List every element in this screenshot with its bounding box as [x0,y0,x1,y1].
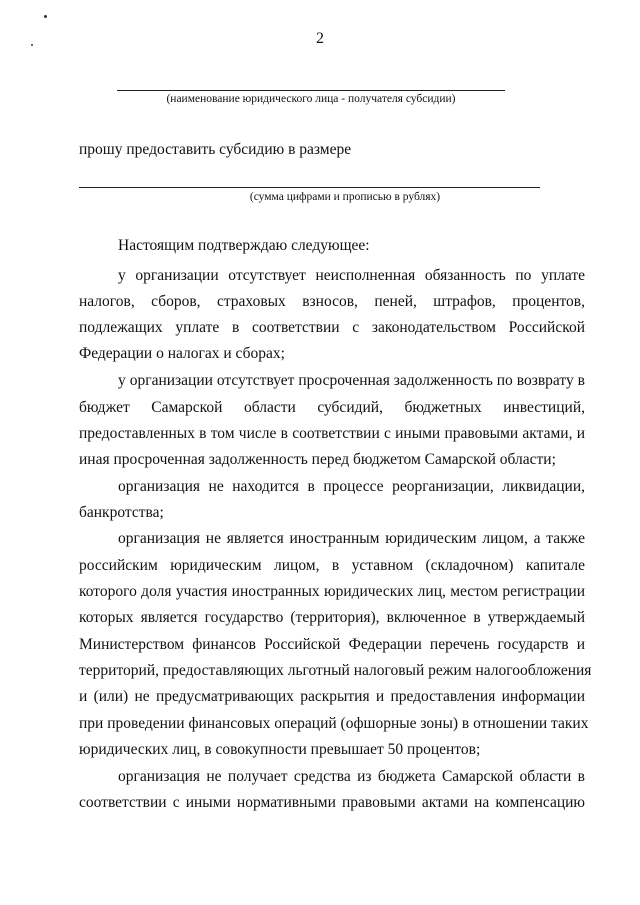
paragraph-line: у организации отсутствует неисполненная обязанность по уплате [118,267,585,284]
paragraph-line: организация не находится в процессе реорганизации, ликвидации, [118,478,585,495]
paragraph-line: территорий, предоставляющих льготный налоговый режим налогообложения [79,662,592,679]
amount-line [79,187,540,188]
paragraph-line: банкротства; [79,504,164,521]
confirmation-heading: Настоящим подтверждаю следующее: [118,237,370,254]
paragraph-line: подлежащих уплате в соответствии с законодательством Российской [79,319,585,336]
paragraph-line: предоставленных в том числе в соответствии с иными правовыми актами, и [79,425,585,442]
paragraph-line: соответствии с иными нормативными правовыми актами на компенсацию [79,794,585,811]
paragraph-line: организация не является иностранным юридическим лицом, а также [118,530,585,547]
paragraph-line: которого доля участия иностранных юридических лиц, местом регистрации [79,583,585,600]
paragraph-line: иная просроченная задолженность перед бюджетом Самарской области; [79,451,556,468]
paragraph-line: бюджет Самарской области субсидий, бюджетных инвестиций, [79,399,585,416]
paragraph-line: организация не получает средства из бюджета Самарской области в [118,768,585,785]
recipient-name-caption: (наименование юридического лица - получателя субсидии) [166,93,456,105]
paragraph-line: российским юридическим лицом, в уставном (складочном) капитале [79,557,585,574]
paragraph-line: у организации отсутствует просроченная задолженность по возврату в [118,372,585,389]
scan-speck [44,15,47,18]
paragraph-line: юридических лиц, в совокупности превышает 50 процентов; [79,741,481,758]
request-line: прошу предоставить субсидию в размере [79,141,352,158]
paragraph-line: налогов, сборов, страховых взносов, пеней, штрафов, процентов, [79,293,585,310]
paragraph-line: Министерством финансов Российской Федерации перечень государств и [79,636,585,653]
recipient-name-line [117,90,505,91]
paragraph-line: и (или) не предусматривающих раскрытия и предоставления информации [79,688,585,705]
paragraph-line: которых является государство (территория), включенное в утверждаемый [79,609,585,626]
paragraph-line: при проведении финансовых операций (офшорные зоны) в отношении таких [79,715,589,732]
amount-caption: (сумма цифрами и прописью в рублях) [249,191,441,203]
paragraph-line: Федерации о налогах и сборах; [79,345,285,362]
page-number: 2 [316,30,324,47]
